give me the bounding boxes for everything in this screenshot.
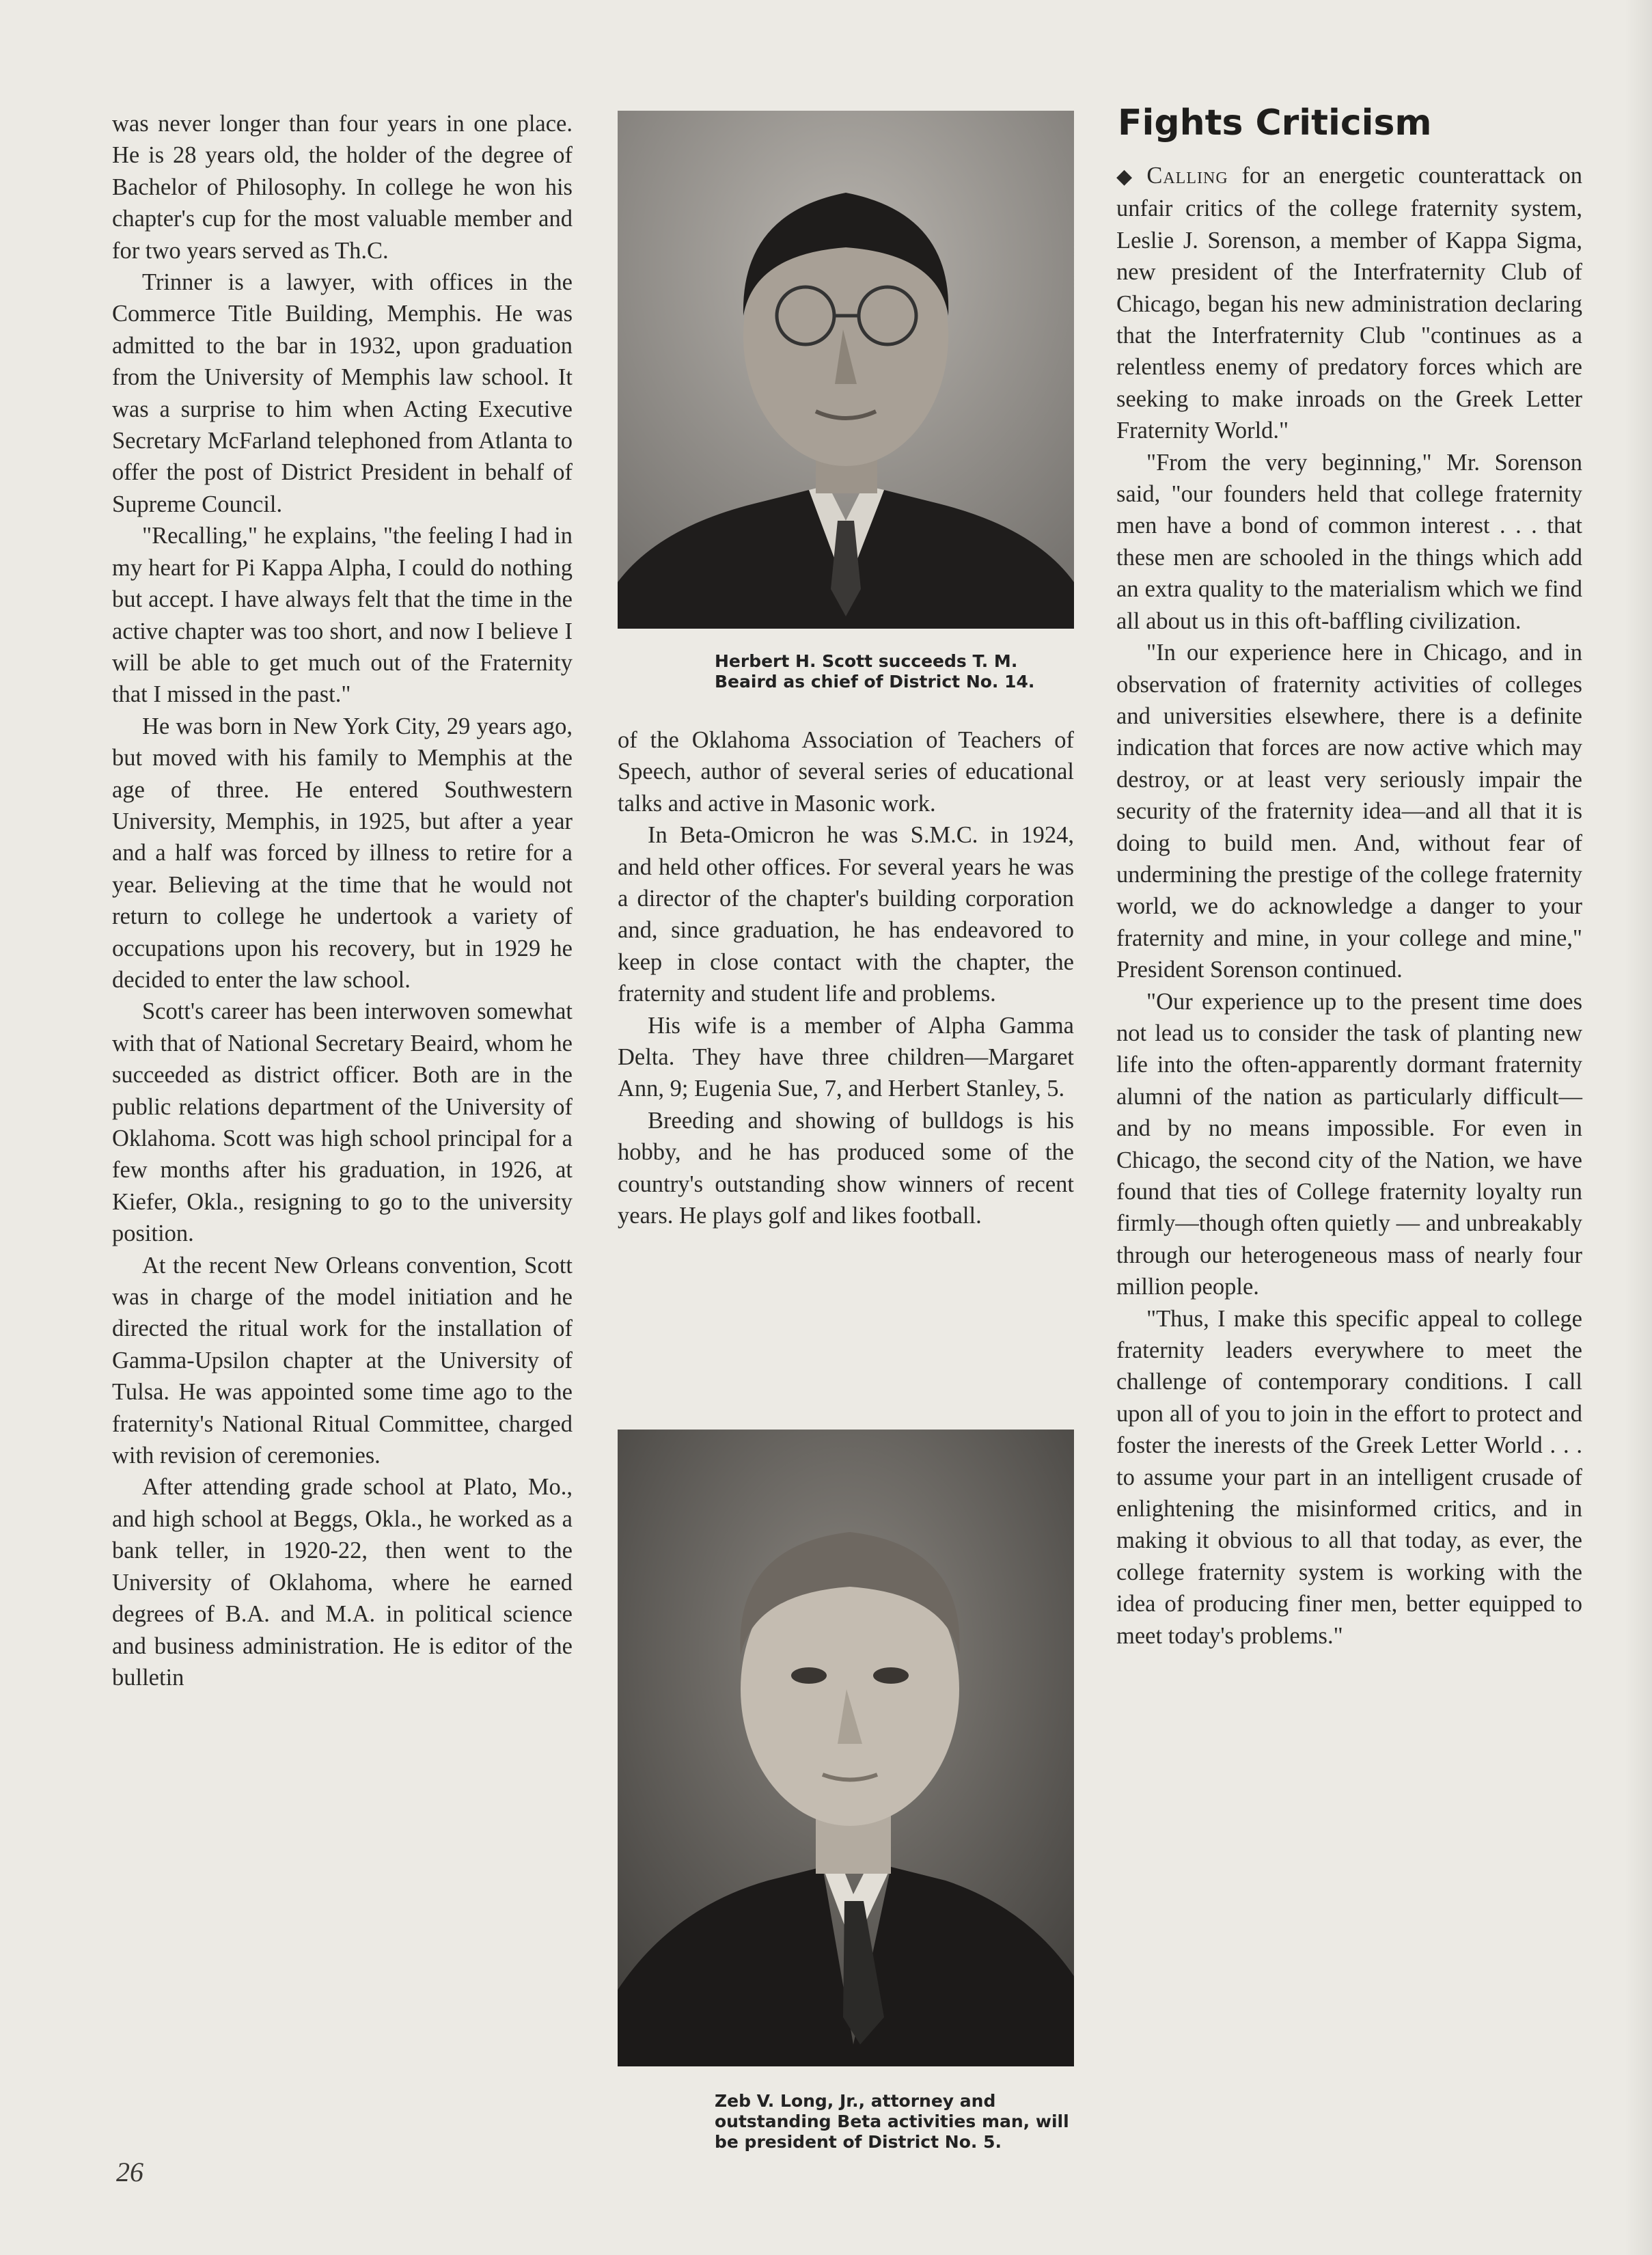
- lead-paragraph: [1116, 160, 1582, 447]
- middle-text-column: [618, 724, 1074, 1232]
- portrait-photo-herbert-scott: [618, 111, 1074, 629]
- paragraph: was never longer than four years in one place. He is 28 years old, the holder of the degree of Bachelor of Philosophy. In college he won his chapter's cup for the most valuable member and for two years served as Th.C.: [112, 111, 573, 264]
- paragraph: "Our experience up to the present time does not lead us to consider the task of planting new life into the often-apparently dormant fraternity alumni of the nation as particularly difficult—and by no means impossible. For even in Chicago, the second city of the Nation, we have found that ties of College fraternity loyalty run firmly—though often quietly — and unbreakably through our heterogeneous mass of nearly four million people.: [1116, 988, 1582, 1300]
- paragraph: of the Oklahoma Association of Teachers of Speech, author of several series of educational talks and active in Masonic work.: [618, 727, 1074, 817]
- paragraph: Scott's career has been interwoven somewhat with that of National Secretary Beaird, whom he succeeded as district officer. Both are in the public relations department of the University of Oklahoma. Scott was high school principal for a few months after his graduation, in 1926, at Kiefer, Okla., resigning to go to the university position.: [112, 998, 573, 1247]
- portrait-illustration: [618, 1430, 1074, 2066]
- paragraph: In Beta-Omicron he was S.M.C. in 1924, and held other offices. For several years he was a director of the chapter's building corporation and, since graduation, he has endeavored to keep in close contact with the chapter, the fraternity and student life and problems.: [618, 822, 1074, 1007]
- left-text-column: [112, 108, 573, 1693]
- paragraph: "In our experience here in Chicago, and in observation of fraternity activities of colleges and universities elsewhere, there is a definite indication that forces are now active which may destroy, or at least very seriously impair the security of the fraternity idea—and all that it is doing to build men. And, without fear of undermining the prestige of the college fraternity world, we do acknowledge a danger to your fraternity and mine, in your college and mine," President Sorenson continued.: [1116, 640, 1582, 983]
- paragraph: His wife is a member of Alpha Gamma Delta. They have three children—Margaret Ann, 9; Eugenia Sue, 7, and Herbert Stanley, 5.: [618, 1012, 1074, 1102]
- paragraph: After attending grade school at Plato, Mo., and high school at Beggs, Okla., he worked as a bank teller, in 1920-22, then went to the University of Oklahoma, where he earned degrees of B.A. and M.A. in political science and business administration. He is editor of the bulletin: [112, 1474, 573, 1691]
- photo-caption: Herbert H. Scott succeeds T. M. Beaird as chief of District No. 14.: [715, 651, 1035, 692]
- paragraph: "Recalling," he explains, "the feeling I had in my heart for Pi Kappa Alpha, I could do nothing but accept. I have always felt that the time in the active chapter was too short, and now I believe I will be able to get much out of the Fraternity that I missed in the past.": [112, 523, 573, 708]
- portrait-illustration: [618, 111, 1074, 629]
- lead-paragraph-text: for an energetic counterattack on unfair critics of the college fraternity system, Leslie J. Sorenson, a member of Kappa Sigma, new president of the Interfraternity Club of Chicago, began his new administration declaring that the Interfraternity Club "continues as a relentless enemy of predatory forces which are seeking to make inroads on the Greek Letter Fraternity World.": [1116, 163, 1582, 444]
- page-number: 26: [116, 2157, 143, 2187]
- section-heading: Fights Criticism: [1118, 102, 1432, 144]
- paragraph: He was born in New York City, 29 years ago, but moved with his family to Memphis at the age of three. He entered Southwestern University, Memphis, in 1925, but after a year and a half was forced by illness to retire for a year. Believing at the time that he would not return to college he undertook a variety of occupations upon his recovery, but in 1929 he decided to enter the law school.: [112, 713, 573, 993]
- lead-word: Calling: [1146, 163, 1228, 189]
- portrait-photo-zeb-long: [618, 1430, 1074, 2066]
- paragraph: Breeding and showing of bulldogs is his hobby, and he has produced some of the country's outstanding show winners of recent years. He plays golf and likes football.: [618, 1107, 1074, 1229]
- paragraph: Trinner is a lawyer, with offices in the Commerce Title Building, Memphis. He was admitted to the bar in 1932, upon graduation from the University of Memphis law school. It was a surprise to him when Acting Executive Secretary McFarland telephoned from Atlanta to offer the post of District President in behalf of Supreme Council.: [112, 269, 573, 517]
- diamond-bullet-icon: ◆: [1116, 165, 1140, 188]
- paragraph: "Thus, I make this specific appeal to college fraternity leaders everywhere to meet the challenge of contemporary conditions. I call upon all of you to join in the effort to protect and foster the inerests of the Greek Letter World . . . to assume your part in an intelligent crusade of enlightening the misinformed critics, and in making it obvious to all that today, as ever, the college fraternity system is working with the idea of producing finer men, better equipped to meet today's problems.": [1116, 1305, 1582, 1649]
- paragraph: "From the very beginning," Mr. Sorenson said, "our founders held that college fraternity men have a bond of common interest . . . that these men are schooled in the things which add an extra quality to the materialism which we find all about us in this oft-baffling civilization.: [1116, 449, 1582, 634]
- paragraph: At the recent New Orleans convention, Scott was in charge of the model initiation and he directed the ritual work for the installation of Gamma-Upsilon chapter at the University of Tulsa. He was appointed some time ago to the fraternity's National Ritual Committee, charged with revision of ceremonies.: [112, 1252, 573, 1469]
- right-text-column: [1116, 160, 1582, 1652]
- page-edge-shadow: [1625, 0, 1652, 2255]
- photo-caption: Zeb V. Long, Jr., attorney and outstanding Beta activities man, will be president of District No. 5.: [715, 2091, 1069, 2152]
